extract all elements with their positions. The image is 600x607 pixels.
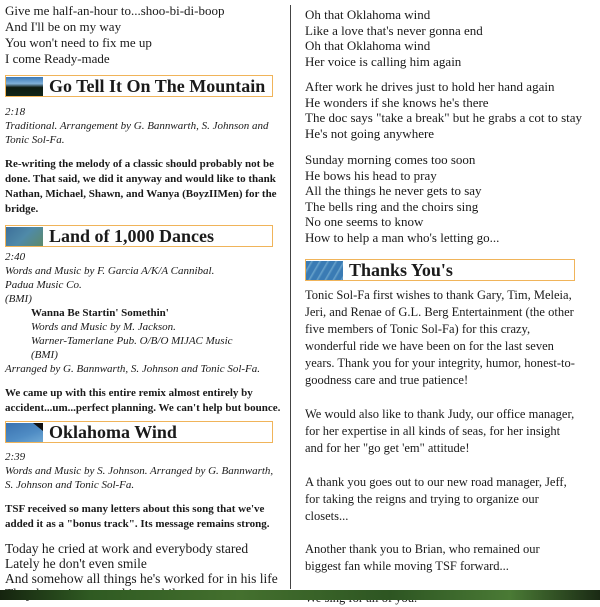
credit-line: Traditional. Arrangement by G. Bannwarth, S. Johnson and [5,120,269,132]
lyric-line: He wonders if she knows he's there [305,94,489,110]
text-line: goodness care and true patience! [305,373,469,387]
landscape-thumbnail-icon [6,227,43,246]
text-line: biggest fan while moving TSF forward... [305,559,509,573]
text-line: We would also like to thank Judy, our office manager, [305,407,575,421]
text-line: for taking the reigns and trying to organize our [305,492,539,506]
lyric-line: You won't need to fix me up [5,35,152,50]
lyric-line: I come Ready-made [5,51,110,66]
text-line: for her expertise in all kinds of seas, for her insight [305,424,561,438]
right-column [305,0,595,607]
song-credits [5,105,283,147]
credit-line: Padua Music Co. [5,279,82,291]
thanks-heading [305,259,575,281]
arranged-by: Arranged by G. Bannwarth, S. Johnson and Tonic Sol-Fa. [5,363,261,375]
landscape-thumbnail-icon [306,261,343,280]
text-line: Another thank you to Brian, who remained our [305,542,540,556]
text-line: Tonic Sol-Fa first wishes to thank Gary, Tim, Meleia, [305,288,572,302]
lyric-line: How to help a man who's letting go... [305,229,500,245]
thanks-paragraph [305,474,595,525]
section-title: Thanks You's [349,259,453,280]
song-heading [5,421,273,443]
landscape-thumbnail-icon [6,77,43,96]
credit-line: (BMI) [31,349,58,361]
lyric-line: All the things he never gets to say [305,183,482,198]
song-title: Land of 1,000 Dances [49,225,215,246]
lyric-line: After work he drives just to hold her hand again [305,79,555,94]
note-line: accident...um...perfect planning. We can't help but bounce. [5,402,281,414]
song-heading [5,75,273,97]
text-line: Jeri, and Renae of G.L. Berg Entertainment (the other [305,305,574,319]
left-column [5,0,283,601]
lyric-line: No one seems to know [305,214,424,229]
lyric-line: Like a love that's never gonna end [305,22,483,38]
lyric-line: He's not going anywhere [305,125,435,141]
credit-line: Words and Music by M. Jackson. [31,321,176,333]
song-heading [5,225,273,247]
song-title: Go Tell It On The Mountain [49,75,266,96]
lyric-line: Her voice is calling him again [305,53,462,69]
song-note [5,386,283,416]
credit-line: Words and Music by F. Garcia A/K/A Cannibal. [5,265,215,277]
note-line: We came up with this entire remix almost entirely by [5,387,253,399]
lyric-line: Oh that Oklahoma wind [305,7,431,22]
lyric-line: Lately he don't even smile [5,556,147,571]
text-line: closets... [305,509,349,523]
thanks-paragraph [305,406,595,457]
text-line: and for her "go get 'em" attitude! [305,441,470,455]
text-line: years. Thank you for your integrity, humor, honest-to- [305,356,575,370]
song-note [5,502,283,532]
text-line: wonderful ride we have been on for the last seven [305,339,554,353]
note-line: added it as a "bonus track". Its message remains strong. [5,518,270,530]
lyric-line: And somehow all things he's worked for in his life [5,571,278,586]
song-credits [5,250,283,306]
lyric-line: He bows his head to pray [305,167,437,183]
landscape-thumbnail-icon [6,423,43,442]
note-line: Nathan, Michael, Shawn, and Wanya (BoyzIIMen) for the [5,188,277,200]
verse-lyrics [305,79,595,141]
credit-line: Tonic Sol-Fa. [5,134,65,146]
lyric-line: Oh that Oklahoma wind [305,38,431,53]
song-title: Oklahoma Wind [49,421,177,442]
credit-line: (BMI) [5,293,32,305]
credit-line: Warner-Tamerlane Pub. O/B/O MIJAC Music [31,335,233,347]
lyric-line: The bells ring and the choirs sing [305,198,479,214]
note-line: done. That said, we did it anyway and would like to thank [5,173,276,185]
note-line: TSF received so many letters about this song that we've [5,503,265,515]
credit-line: Words and Music by S. Johnson. Arranged by G. Bannwarth, [5,465,274,477]
text-line: A thank you goes out to our new road manager, Jeff, [305,475,567,489]
lyric-line: And I'll be on my way [5,19,122,34]
chorus-lyrics [305,7,595,69]
note-line: bridge. [5,203,39,215]
song-duration: 2:39 [5,451,26,463]
text-line: five members of Tonic Sol-Fa) for this crazy, [305,322,531,336]
column-divider [290,5,291,589]
song-note [5,157,283,217]
intro-lyrics [5,3,283,67]
foliage-photo-strip [0,590,600,600]
song-credits [5,450,283,492]
lyric-line: Give me half-an-hour to...shoo-bi-di-boop [5,3,225,18]
thanks-paragraph [305,541,595,575]
song-duration: 2:18 [5,106,26,118]
song-duration: 2:40 [5,251,26,263]
lyric-line: Today he cried at work and everybody stared [5,541,249,556]
medley-title: Wanna Be Startin' Somethin' [31,307,169,319]
verse-lyrics [305,152,595,245]
lyric-line: The doc says "take a break" but he grabs a cot to stay [305,110,583,125]
lyric-line: Sunday morning comes too soon [305,152,476,167]
thanks-paragraph [305,287,595,389]
medley-credits [5,320,283,362]
credit-line: S. Johnson and Tonic Sol-Fa. [5,479,135,491]
note-line: Re-writing the melody of a classic should probably not be [5,158,275,170]
